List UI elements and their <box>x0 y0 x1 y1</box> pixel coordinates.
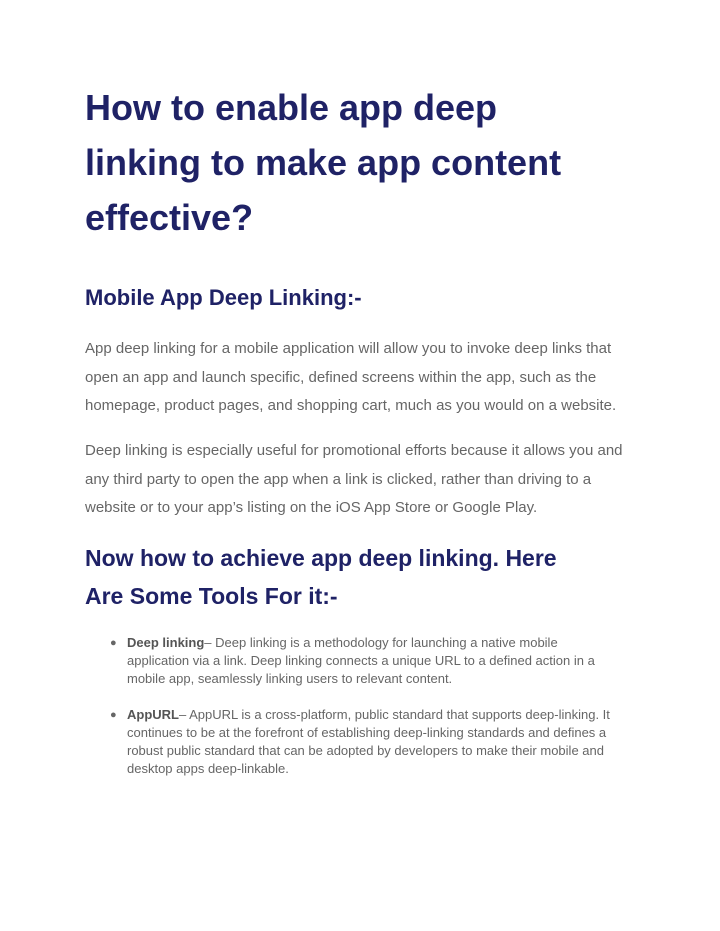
heading-line: Now how to achieve app deep linking. Here <box>85 545 557 571</box>
text-line: website or to your app’s listing on the iOS App Store or Google Play. <box>85 499 538 516</box>
bullet-icon: ● <box>110 709 117 721</box>
text-line: App deep linking for a mobile application will allow you to invoke deep links that <box>85 340 612 357</box>
title-line: effective? <box>85 197 254 238</box>
bullet-term: Deep linking <box>127 635 205 650</box>
text-line: continues to be at the forefront of establishing deep-linking standards and defines a <box>127 725 607 740</box>
list-item-appurl <box>105 706 645 778</box>
text-line: any third party to open the app when a link is clicked, rather than driving to a <box>85 470 592 488</box>
text-line: open an app and launch specific, defined screens within the app, such as the <box>85 368 597 386</box>
section-heading-tools <box>85 539 557 615</box>
text-line: – AppURL is a cross-platform, public standard that supports deep-linking. It <box>179 707 610 722</box>
title-line: How to enable app deep <box>85 87 498 128</box>
text-line: – Deep linking is a methodology for launching a native mobile <box>204 635 558 650</box>
title-line: linking to make app content <box>85 142 562 183</box>
paragraph-promotional <box>85 437 623 523</box>
page-title <box>85 80 561 245</box>
list-item-deep-linking <box>105 634 645 688</box>
text-line: Deep linking is especially useful for promotional efforts because it allows you and <box>85 442 623 459</box>
paragraph-intro <box>85 335 616 421</box>
text-line: desktop apps deep-linkable. <box>127 761 289 776</box>
text-line: homepage, product pages, and shopping cart, much as you would on a website. <box>85 397 617 414</box>
text-line: robust public standard that can be adopted by developers to make their mobile and <box>127 743 604 758</box>
bullet-icon: ● <box>110 637 117 649</box>
section-heading-mobile-app-deep-linking: Mobile App Deep Linking:- <box>85 285 362 310</box>
tools-list <box>105 634 645 796</box>
text-line: application via a link. Deep linking connects a unique URL to a defined action in a <box>127 653 595 668</box>
bullet-term: AppURL <box>127 707 179 722</box>
heading-line: Are Some Tools For it:- <box>85 583 338 609</box>
text-line: mobile app, seamlessly linking users to relevant content. <box>127 671 453 686</box>
